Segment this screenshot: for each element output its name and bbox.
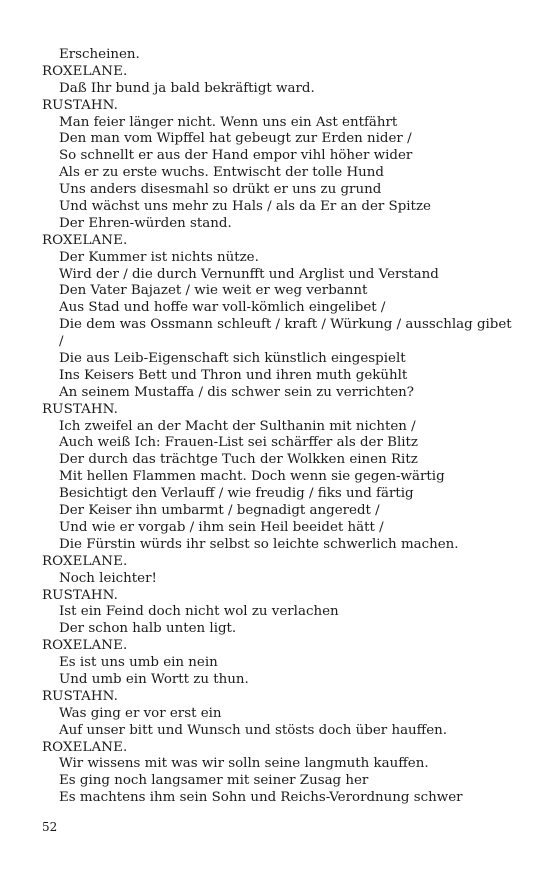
verse-line: Mit hellen Flammen macht. Doch wenn sie gegen-wärtig: [59, 469, 445, 485]
speaker-name: ROXELANE.: [42, 63, 128, 79]
speaker-name: ROXELANE.: [42, 638, 128, 654]
verse-line: /: [59, 334, 64, 350]
speaker-name: RUSTAHN.: [42, 401, 119, 417]
speaker-name: RUSTAHN.: [42, 587, 119, 603]
verse-line: Den man vom Wipffel hat gebeugt zur Erden nider /: [59, 131, 412, 147]
verse-line: Der Kummer ist nichts nütze.: [59, 249, 259, 265]
verse-line: Die dem was Ossmann schleuft / kraft / Würkung / ausschlag gibet: [59, 317, 512, 333]
speaker-name: RUSTAHN.: [42, 688, 119, 704]
verse-line: Man feier länger nicht. Wenn uns ein Ast entfährt: [59, 114, 398, 130]
verse-line: Ich zweifel an der Macht der Sulthanin mit nichten /: [59, 418, 416, 434]
verse-line: Der durch das trächtge Tuch der Wolkken einen Ritz: [59, 452, 418, 468]
verse-line: Uns anders disesmahl so drükt er uns zu grund: [59, 182, 382, 198]
verse-line: Auch weiß Ich: Frauen-List sei schärffer als der Blitz: [59, 435, 418, 451]
speaker-name: RUSTAHN.: [42, 97, 119, 113]
verse-line: Es machtens ihm sein Sohn und Reichs-Verordnung schwer: [59, 790, 463, 806]
speaker-name: ROXELANE.: [42, 232, 128, 248]
verse-line: Ist ein Feind doch nicht wol zu verlachen: [59, 604, 339, 620]
drama-text: [42, 47, 522, 807]
verse-line: Und umb ein Wortt zu thun.: [59, 671, 249, 687]
verse-line: Den Vater Bajazet / wie weit er weg verbannt: [59, 283, 368, 299]
verse-line: Auf unser bitt und Wunsch und stösts doch über hauffen.: [59, 722, 447, 738]
verse-line: Der Ehren-würden stand.: [59, 215, 232, 231]
speaker-name: ROXELANE.: [42, 739, 128, 755]
verse-line: So schnellt er aus der Hand empor vihl höher wider: [59, 148, 413, 164]
verse-line: Ins Keisers Bett und Thron und ihren muth gekühlt: [59, 367, 408, 383]
verse-line: Es ist uns umb ein nein: [59, 655, 218, 671]
verse-line: Daß Ihr bund ja bald bekräftigt ward.: [59, 80, 315, 96]
verse-line: Der schon halb unten ligt.: [59, 621, 237, 637]
verse-line: Die Fürstin würds ihr selbst so leichte schwerlich machen.: [59, 536, 459, 552]
verse-line: An seinem Mustaffa / dis schwer sein zu verrichten?: [59, 384, 414, 400]
verse-line: Es ging noch langsamer mit seiner Zusag her: [59, 773, 369, 789]
verse-line: Und wächst uns mehr zu Hals / als da Er an der Spitze: [59, 199, 431, 215]
verse-line: Der Keiser ihn umbarmt / begnadigt angeredt /: [59, 503, 380, 519]
verse-line: Aus Stad und hoffe war voll-kömlich eingelibet /: [59, 300, 386, 316]
verse-line: Erscheinen.: [59, 47, 140, 62]
verse-line: Besichtigt den Verlauff / wie freudig / fiks und färtig: [59, 486, 414, 502]
verse-line: Und wie er vorgab / ihm sein Heil beeidet hätt /: [59, 519, 384, 535]
speaker-name: ROXELANE.: [42, 553, 128, 569]
verse-line: Wird der / die durch Vernunfft und Arglist und Verstand: [59, 266, 439, 282]
page-number: 52: [42, 820, 58, 834]
verse-line: Die aus Leib-Eigenschaft sich künstlich eingespielt: [59, 351, 406, 367]
verse-line: Was ging er vor erst ein: [59, 705, 222, 721]
verse-line: Als er zu erste wuchs. Entwischt der tolle Hund: [59, 165, 384, 181]
verse-line: Wir wissens mit was wir solln seine langmuth kauffen.: [59, 756, 429, 772]
verse-line: Noch leichter!: [59, 570, 157, 586]
